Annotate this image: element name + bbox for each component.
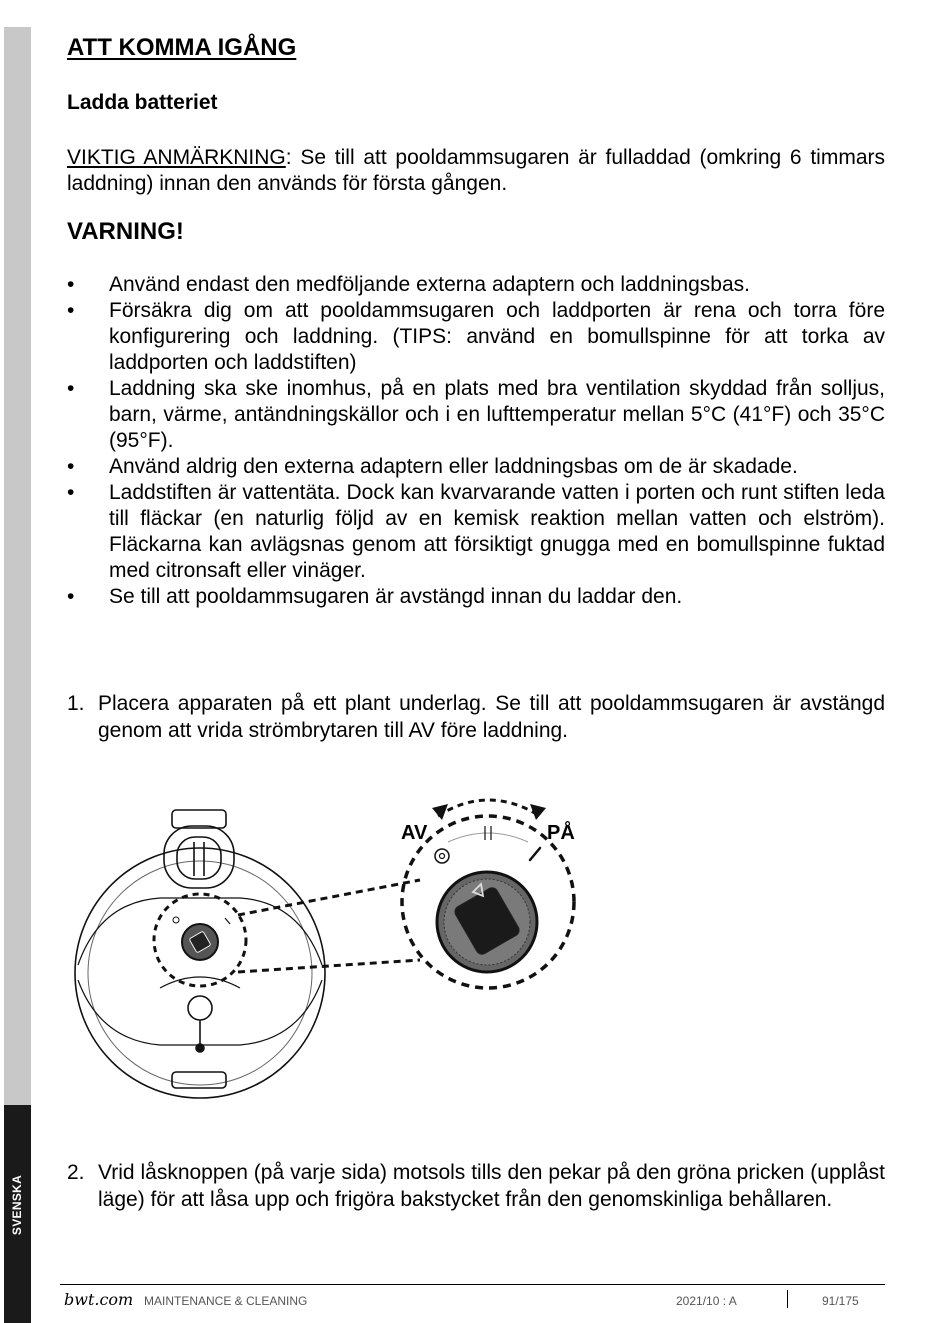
warning-title: VARNING! [67, 218, 184, 245]
off-label: AV [401, 822, 428, 844]
sidebar-stripe [4, 27, 31, 1105]
cleaner-body-outline [75, 848, 325, 1098]
rotation-arc [438, 800, 540, 816]
page-number: 91/175 [822, 1294, 859, 1308]
footer-date: 2021/10 : A [676, 1294, 737, 1308]
step-2 [67, 1159, 885, 1213]
footer-divider [60, 1284, 885, 1285]
list-item: • Laddstiften är vattentäta. Dock kan kvarvarande vatten i porten och runt stiften leda till fläckar (en naturlig följd av en kemisk reaktion mellan vatten och elström). Fläckarna kan avlägsnas genom att försiktigt gnugga med en bomullspinne fuktad med citronsaft eller vinäger. [67, 481, 885, 582]
bottom-nut [172, 1072, 226, 1088]
warning-title-block [67, 218, 885, 246]
language-label: SVENSKA [10, 1174, 25, 1236]
step-item: 2. Vrid låsknoppen (på varje sida) motsols tills den pekar på den gröna pricken (upplåst läge) för att låsa upp och frigöra bakstycket från den genomskinliga behållaren. [67, 1161, 885, 1211]
switch-figure [60, 790, 620, 1100]
list-item: • Försäkra dig om att pooldammsugaren och laddporten är rena och torra före konfigurering och laddning. (TIPS: använd en bomullspinne för att torka av laddporten och laddstiften) [67, 299, 885, 374]
list-item: • Laddning ska ske inomhus, på en plats med bra ventilation skyddad från solljus, barn, värme, antändningskällor och i en lufttemperatur mellan 5°C (41°F) och 35°C (95°F). [67, 377, 885, 452]
brand-logo: bwt.com [64, 1290, 134, 1309]
section-subtitle: Ladda batteriet [67, 91, 218, 114]
step-item: 1. Placera apparaten på ett plant underlag. Se till att pooldammsugaren är avstängd genom att vrida strömbrytaren till AV före laddning. [67, 692, 885, 742]
page-title: ATT KOMMA IGÅNG [67, 34, 297, 61]
footer-separator [787, 1290, 788, 1308]
footer-section: MAINTENANCE & CLEANING [144, 1294, 308, 1308]
cleaner-illustration [60, 790, 620, 1100]
step-1 [67, 690, 885, 744]
arrow-left-icon [432, 804, 448, 820]
important-note [67, 145, 885, 197]
important-label: VIKTIG ANMÄRKNING [67, 146, 286, 169]
list-item: • Se till att pooldammsugaren är avstängd innan du laddar den. [67, 585, 683, 608]
section-subtitle-block [67, 91, 885, 115]
important-text: : Se till att pooldammsugaren är fulladdad (omkring 6 timmars laddning) innan den används för första gången. [67, 146, 885, 195]
on-position-icon [530, 848, 540, 860]
footer [60, 1290, 885, 1312]
off-position-icon [435, 849, 449, 863]
list-item: • Använd endast den medföljande externa adaptern och laddningsbas. [67, 273, 750, 296]
warning-list [67, 272, 885, 610]
on-label: PÅ [547, 822, 575, 844]
page-title-block [67, 34, 885, 62]
list-item: • Använd aldrig den externa adaptern eller laddningsbas om de är skadade. [67, 455, 798, 478]
